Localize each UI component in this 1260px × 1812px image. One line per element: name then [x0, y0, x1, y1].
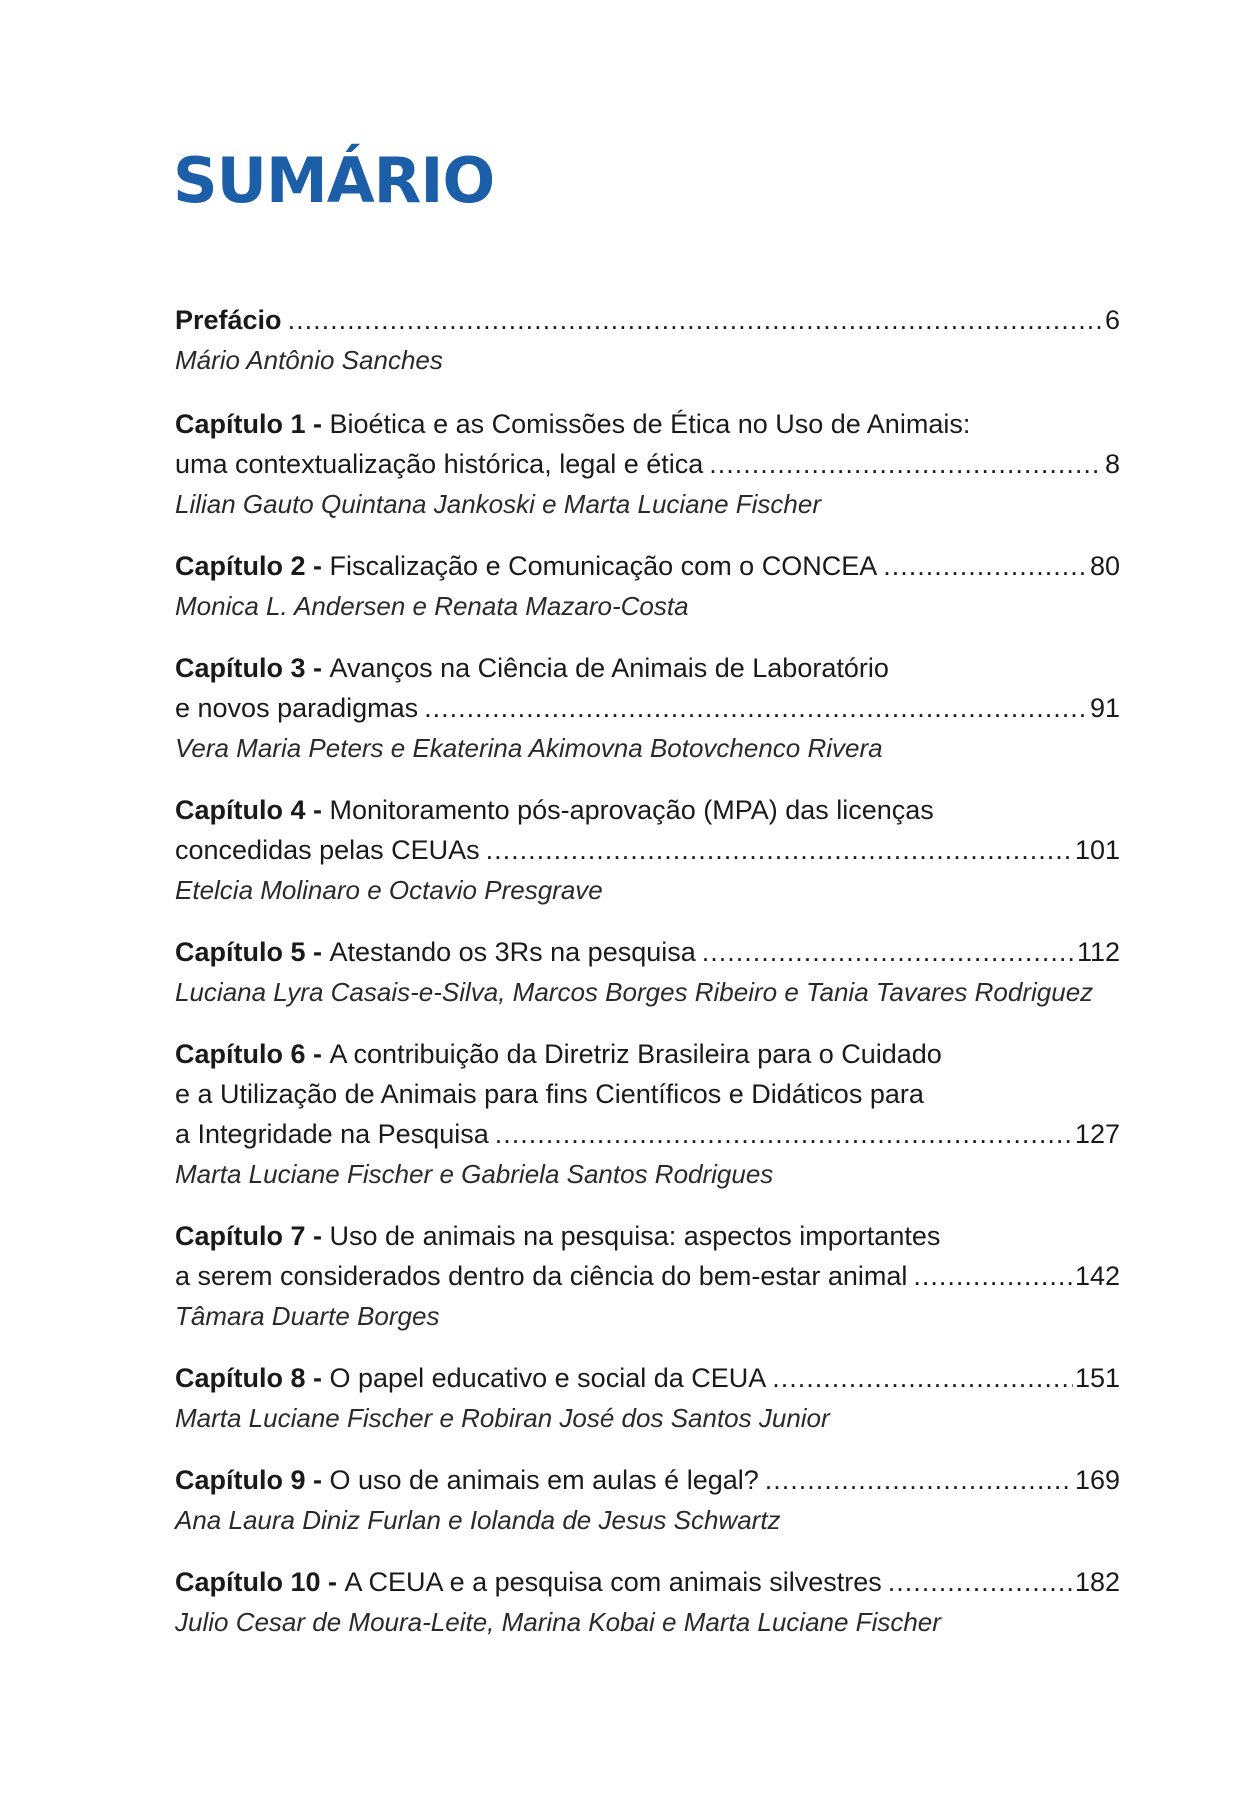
page-number: 142: [1074, 1261, 1120, 1291]
chapter-authors: Marta Luciane Fischer e Robiran José dos Santos Junior: [175, 1403, 830, 1433]
leader-dots: [486, 830, 1073, 870]
chapter-title-text: Atestando os 3Rs na pesquisa: [329, 937, 696, 967]
chapter-authors: Lilian Gauto Quintana Jankoski e Marta Luciane Fischer: [175, 489, 822, 519]
chapter-label: Capítulo 4: [175, 795, 306, 825]
chapter-title-text: O uso de animais em aulas é legal?: [329, 1465, 759, 1495]
chapter-authors: Etelcia Molinaro e Octavio Presgrave: [175, 875, 603, 905]
chapter-separator: -: [305, 409, 330, 439]
chapter-authors: Marta Luciane Fischer e Gabriela Santos Rodrigues: [175, 1159, 774, 1189]
toc-entry-title-line: [175, 648, 1120, 688]
leader-dots: [495, 1114, 1073, 1154]
toc-entry-leader-line: [175, 1114, 1120, 1154]
chapter-separator: -: [305, 653, 330, 683]
chapter-authors: Julio Cesar de Moura-Leite, Marina Kobai e Marta Luciane Fischer: [175, 1607, 941, 1637]
table-of-contents: [175, 300, 1120, 1664]
chapter-title-text: a Integridade na Pesquisa: [175, 1119, 489, 1149]
chapter-title-text: A CEUA e a pesquisa com animais silvestres: [344, 1567, 882, 1597]
toc-entry-title-line: [175, 790, 1120, 830]
toc-entry-title-line: [175, 1216, 1120, 1256]
chapter-separator: -: [305, 1039, 330, 1069]
chapter-label: Capítulo 7: [175, 1221, 306, 1251]
toc-entry-leader-line: [175, 1562, 1120, 1602]
toc-entry-leader-line: [175, 1256, 1120, 1296]
chapter-title-text: e novos paradigmas: [175, 693, 419, 723]
toc-entry[interactable]: [175, 300, 1120, 380]
chapter-label: Capítulo 5: [175, 937, 306, 967]
chapter-separator: -: [320, 1567, 345, 1597]
toc-entry[interactable]: [175, 1216, 1120, 1336]
page-number: 80: [1089, 551, 1120, 581]
chapter-title-text: uma contextualização histórica, legal e ética: [175, 449, 704, 479]
toc-entry-leader-line: [175, 1358, 1120, 1398]
chapter-label: Capítulo 2: [175, 551, 306, 581]
leader-dots: [424, 688, 1088, 728]
chapter-separator: -: [305, 1363, 330, 1393]
toc-entry-leader-line: [175, 830, 1120, 870]
toc-entry-leader-line: [175, 546, 1120, 586]
page-number: 182: [1074, 1567, 1120, 1597]
chapter-label: Capítulo 8: [175, 1363, 306, 1393]
leader-dots: [709, 444, 1103, 484]
leader-dots: [772, 1358, 1073, 1398]
chapter-title-text: Monitoramento pós-aprovação (MPA) das licenças: [329, 795, 934, 825]
page-title: SUMÁRIO: [173, 144, 495, 217]
chapter-authors: Vera Maria Peters e Ekaterina Akimovna Botovchenco Rivera: [175, 733, 883, 763]
chapter-authors: Ana Laura Diniz Furlan e Iolanda de Jesus Schwartz: [175, 1505, 781, 1535]
page-number: 169: [1074, 1465, 1120, 1495]
chapter-title-text: Uso de animais na pesquisa: aspectos importantes: [329, 1221, 941, 1251]
page-number: 8: [1104, 449, 1120, 479]
toc-entry-title-line: [175, 1074, 1120, 1114]
chapter-separator: -: [305, 937, 330, 967]
leader-dots: [288, 300, 1103, 340]
toc-entry[interactable]: [175, 546, 1120, 626]
page-number: 101: [1074, 835, 1120, 865]
leader-dots: [888, 1562, 1073, 1602]
chapter-label: Capítulo 3: [175, 653, 306, 683]
toc-entry-leader-line: [175, 932, 1120, 972]
page-number: 6: [1104, 305, 1120, 335]
chapter-title-text: concedidas pelas CEUAs: [175, 835, 480, 865]
toc-entry[interactable]: [175, 932, 1120, 1012]
toc-entry[interactable]: [175, 1562, 1120, 1642]
toc-entry[interactable]: [175, 790, 1120, 910]
leader-dots: [913, 1256, 1073, 1296]
toc-entry-title-line: [175, 404, 1120, 444]
chapter-authors: Luciana Lyra Casais-e-Silva, Marcos Borges Ribeiro e Tania Tavares Rodriguez: [175, 977, 1094, 1007]
chapter-label: Capítulo 10: [175, 1567, 321, 1597]
chapter-title-text: Avanços na Ciência de Animais de Laboratório: [329, 653, 889, 683]
chapter-title-text: e a Utilização de Animais para fins Científicos e Didáticos para: [175, 1079, 924, 1109]
chapter-separator: -: [305, 795, 330, 825]
toc-entry[interactable]: [175, 648, 1120, 768]
chapter-label: Capítulo 9: [175, 1465, 306, 1495]
chapter-authors: Monica L. Andersen e Renata Mazaro-Costa: [175, 591, 689, 621]
chapter-authors: Tâmara Duarte Borges: [175, 1301, 440, 1331]
toc-entry[interactable]: [175, 1358, 1120, 1438]
toc-entry-leader-line: [175, 1460, 1120, 1500]
toc-entry[interactable]: [175, 1460, 1120, 1540]
leader-dots: [765, 1460, 1073, 1500]
chapter-authors: Mário Antônio Sanches: [175, 345, 443, 375]
chapter-separator: -: [305, 1465, 330, 1495]
chapter-separator: -: [305, 551, 330, 581]
chapter-label: Prefácio: [175, 305, 282, 335]
page-number: 91: [1089, 693, 1120, 723]
page-number: 151: [1074, 1363, 1120, 1393]
toc-entry-leader-line: [175, 688, 1120, 728]
toc-entry-title-line: [175, 1034, 1120, 1074]
chapter-title-text: a serem considerados dentro da ciência do bem-estar animal: [175, 1261, 908, 1291]
page-number: 112: [1076, 937, 1120, 967]
toc-entry[interactable]: [175, 404, 1120, 524]
chapter-title-text: Fiscalização e Comunicação com o CONCEA: [329, 551, 878, 581]
chapter-label: Capítulo 1: [175, 409, 306, 439]
leader-dots: [883, 546, 1088, 586]
chapter-separator: -: [305, 1221, 330, 1251]
leader-dots: [702, 932, 1075, 972]
chapter-title-text: O papel educativo e social da CEUA: [329, 1363, 767, 1393]
page-number: 127: [1074, 1119, 1120, 1149]
chapter-title-text: A contribuição da Diretriz Brasileira para o Cuidado: [329, 1039, 942, 1069]
chapter-title-text: Bioética e as Comissões de Ética no Uso de Animais:: [329, 409, 971, 439]
toc-entry[interactable]: [175, 1034, 1120, 1194]
chapter-label: Capítulo 6: [175, 1039, 306, 1069]
toc-entry-leader-line: [175, 300, 1120, 340]
toc-entry-leader-line: [175, 444, 1120, 484]
